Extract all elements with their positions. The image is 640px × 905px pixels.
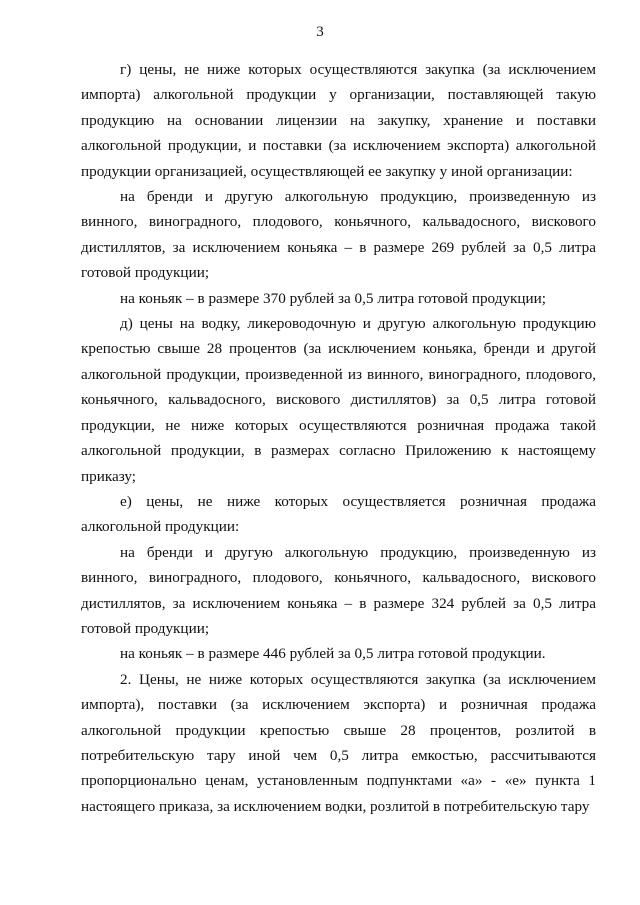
paragraph-e-brandy: на бренди и другую алкогольную продукцию, произведенную из винного, виноградного, плодового, коньячного, кальвадосного, вискового дистиллятов, за исключением коньяка – в размере 324 рублей за 0,5 литра готовой продукции; [81, 543, 596, 637]
document-body [81, 57, 596, 819]
paragraph-d-vodka-prices: д) цены на водку, ликероводочную и другую алкогольную продукцию крепостью свыше 28 процентов (за исключением коньяка, бренди и другой алкогольной продукции, произведенной из винного, виноградного, плодового, коньячного, кальвадосного, вискового дистиллятов) за 0,5 литра готовой продукции, не ниже которых осуществляются розничная продажа такой алкогольной продукции, в размерах согласно Приложению к настоящему приказу; [81, 315, 596, 485]
paragraph-g-purchase-prices: г) цены, не ниже которых осуществляются закупка (за исключением импорта) алкогольной продукции у организации, поставляющей такую продукцию на основании лицензии на закупку, хранение и поставки алкогольной продукции, и поставки (за исключением экспорта) алкогольной продукции организацией, осуществляющей ее закупку у иной организации: [81, 61, 596, 180]
paragraph-e-cognac: на коньяк – в размере 446 рублей за 0,5 литра готовой продукции. [120, 645, 546, 663]
page-number: 3 [316, 24, 324, 40]
paragraph-e-retail-prices: е) цены, не ниже которых осуществляется розничная продажа алкогольной продукции: [81, 492, 596, 536]
paragraph-2-proportional-prices: 2. Цены, не ниже которых осуществляются закупка (за исключением импорта), поставки (за исключением экспорта) и розничная продажа алкогольной продукции крепостью свыше 28 процентов, розлитой в потребительскую тару иной чем 0,5 литра емкостью, рассчитываются пропорционально ценам, установленным подпунктами «а» - «е» пункта 1 настоящего приказа, за исключением водки, розлитой в потребительскую тару [81, 670, 596, 815]
paragraph-g-cognac: на коньяк – в размере 370 рублей за 0,5 литра готовой продукции; [120, 289, 547, 307]
paragraph-g-brandy: на бренди и другую алкогольную продукцию, произведенную из винного, виноградного, плодового, коньячного, кальвадосного, вискового дистиллятов, за исключением коньяка – в размере 269 рублей за 0,5 литра готовой продукции; [81, 188, 596, 282]
